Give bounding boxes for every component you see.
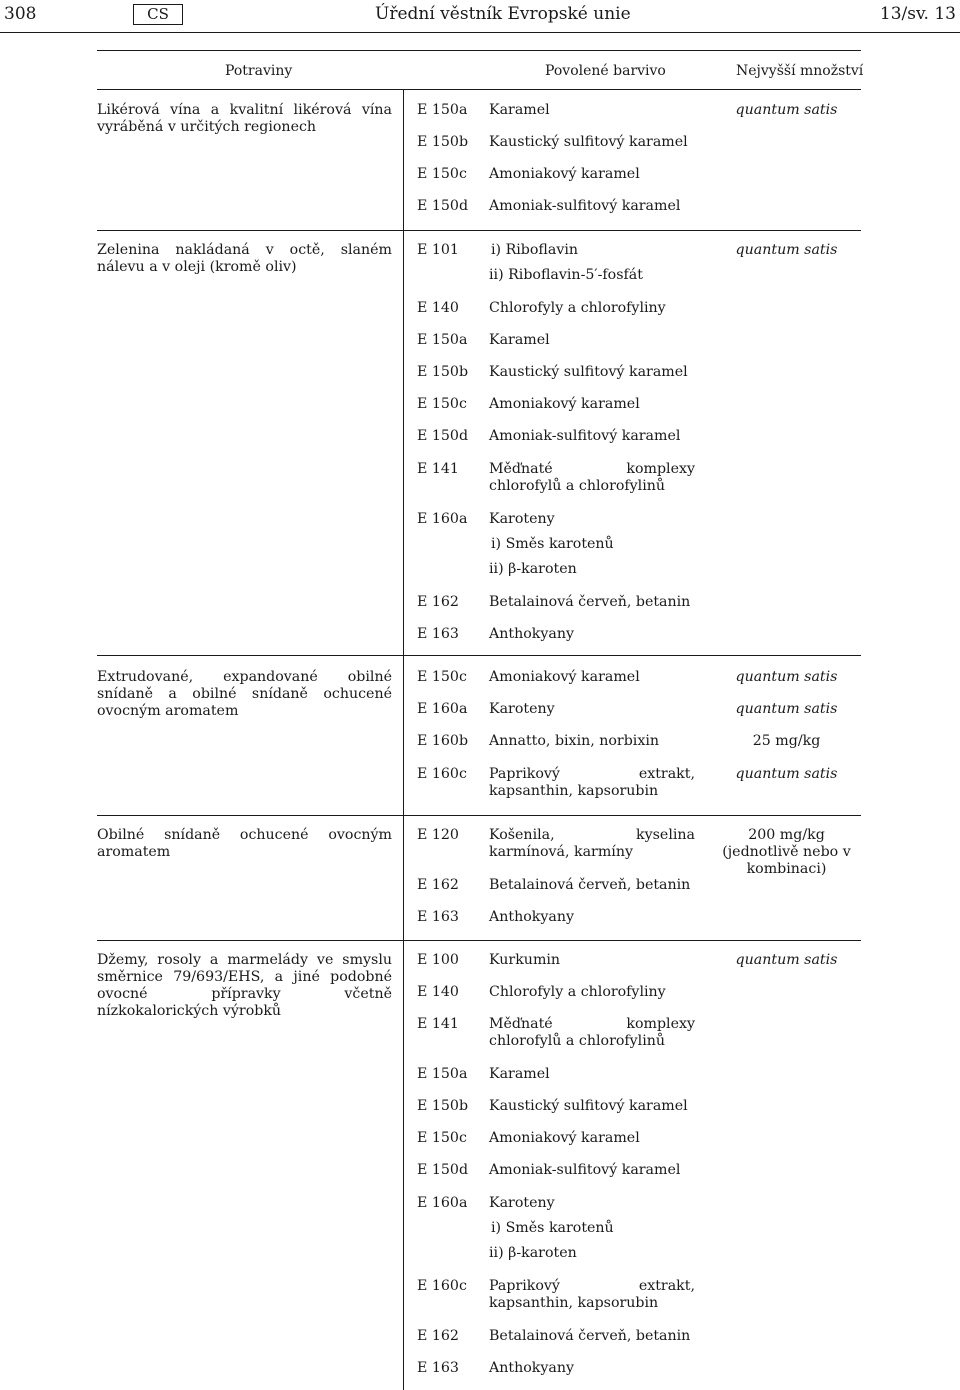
e-number: E 150a bbox=[417, 102, 468, 118]
e-number: E 163 bbox=[417, 909, 459, 925]
colour-name: Karoteny bbox=[489, 701, 555, 717]
colour-name: Chlorofyly a chlorofyliny bbox=[489, 300, 666, 316]
column-divider bbox=[403, 89, 404, 1390]
food-category: Zelenina nakládaná v octě, slaném nálevu a v oleji (kromě oliv) bbox=[97, 242, 392, 275]
e-number: E 150d bbox=[417, 1162, 469, 1178]
food-category: Džemy, rosoly a marmelády ve smyslu směrnice 79/693/EHS, a jiné podobné ovocné přípravky včetně nízkokalorických výrobků bbox=[97, 952, 392, 1019]
colour-name: Anthokyany bbox=[489, 626, 574, 642]
colour-subitem: ii) β-karoten bbox=[489, 561, 577, 577]
colour-name: Betalainová červeň, betanin bbox=[489, 594, 691, 610]
max-amount: 25 mg/kg bbox=[752, 733, 821, 749]
colour-name: Amoniak-sulfitový karamel bbox=[489, 428, 681, 444]
colour-subitem: i) Směs karotenů bbox=[491, 536, 614, 552]
e-number: E 160a bbox=[417, 701, 468, 717]
food-category: Obilné snídaně ochucené ovocným aromatem bbox=[97, 827, 392, 860]
colour-name: Amoniak-sulfitový karamel bbox=[489, 198, 681, 214]
colour-name: Amoniak-sulfitový karamel bbox=[489, 1162, 681, 1178]
e-number: E 150b bbox=[417, 134, 469, 150]
colour-name: Chlorofyly a chlorofyliny bbox=[489, 984, 666, 1000]
row-divider bbox=[97, 940, 861, 941]
colour-subitem: i) Riboflavin bbox=[491, 242, 579, 258]
e-number: E 160a bbox=[417, 1195, 468, 1211]
max-amount: quantum satis bbox=[735, 952, 838, 968]
e-number: E 162 bbox=[417, 594, 459, 610]
colour-name: Kurkumin bbox=[489, 952, 561, 968]
e-number: E 163 bbox=[417, 626, 459, 642]
e-number: E 150b bbox=[417, 1098, 469, 1114]
column-header-colour: Povolené barvivo bbox=[545, 63, 666, 79]
column-header-max: Nejvyšší množství bbox=[736, 63, 864, 79]
colour-name: Betalainová červeň, betanin bbox=[489, 1328, 691, 1344]
e-number: E 150d bbox=[417, 428, 469, 444]
max-amount: quantum satis bbox=[735, 242, 838, 258]
colour-name: Anthokyany bbox=[489, 1360, 574, 1376]
e-number: E 120 bbox=[417, 827, 459, 843]
e-number: E 141 bbox=[417, 461, 459, 477]
max-amount: quantum satis bbox=[735, 669, 838, 685]
e-number: E 150c bbox=[417, 1130, 467, 1146]
e-number: E 160b bbox=[417, 733, 469, 749]
max-amount: quantum satis bbox=[735, 766, 838, 782]
colour-name: Annatto, bixin, norbixin bbox=[489, 733, 660, 749]
colour-name: Kaustický sulfitový karamel bbox=[489, 364, 688, 380]
language-badge: CS bbox=[133, 4, 183, 25]
e-number: E 150a bbox=[417, 1066, 468, 1082]
journal-title: Úřední věstník Evropské unie bbox=[375, 4, 631, 24]
colour-name: Paprikový extrakt, kapsanthin, kapsorubin bbox=[489, 1278, 695, 1311]
max-amount: quantum satis bbox=[735, 102, 838, 118]
e-number: E 150d bbox=[417, 198, 469, 214]
table-top-rule bbox=[97, 50, 861, 51]
e-number: E 150a bbox=[417, 332, 468, 348]
colour-name: Měďnaté komplexy chlorofylů a chlorofylinů bbox=[489, 1016, 695, 1049]
issue-number: 13/sv. 13 bbox=[879, 4, 956, 24]
colour-name: Betalainová červeň, betanin bbox=[489, 877, 691, 893]
colour-name: Kaustický sulfitový karamel bbox=[489, 134, 688, 150]
colour-name: Karamel bbox=[489, 102, 550, 118]
row-divider bbox=[97, 655, 861, 656]
e-number: E 160c bbox=[417, 766, 467, 782]
e-number: E 160a bbox=[417, 511, 468, 527]
colour-name: Amoniakový karamel bbox=[489, 166, 640, 182]
e-number: E 150c bbox=[417, 166, 467, 182]
colour-name: Karoteny bbox=[489, 511, 555, 527]
row-divider bbox=[97, 815, 861, 816]
colour-subitem: i) Směs karotenů bbox=[491, 1220, 614, 1236]
e-number: E 140 bbox=[417, 300, 459, 316]
e-number: E 150c bbox=[417, 669, 467, 685]
max-amount: 200 mg/kg (jednotlivě nebo v kombinaci) bbox=[722, 827, 851, 877]
row-divider bbox=[97, 230, 861, 231]
colour-name: Anthokyany bbox=[489, 909, 574, 925]
colour-name: Amoniakový karamel bbox=[489, 669, 640, 685]
food-category: Likérová vína a kvalitní likérová vína vyráběná v určitých regionech bbox=[97, 102, 392, 135]
column-header-rule bbox=[97, 89, 861, 90]
e-number: E 100 bbox=[417, 952, 459, 968]
colour-subitem: ii) β-karoten bbox=[489, 1245, 577, 1261]
colour-name: Měďnaté komplexy chlorofylů a chlorofylinů bbox=[489, 461, 695, 494]
colour-name: Karamel bbox=[489, 332, 550, 348]
colour-subitem: ii) Riboflavin-5′-fosfát bbox=[489, 267, 643, 283]
e-number: E 150c bbox=[417, 396, 467, 412]
e-number: E 162 bbox=[417, 1328, 459, 1344]
colour-name: Kaustický sulfitový karamel bbox=[489, 1098, 688, 1114]
column-header-food: Potraviny bbox=[225, 63, 293, 79]
colour-name: Karamel bbox=[489, 1066, 550, 1082]
colour-name: Amoniakový karamel bbox=[489, 396, 640, 412]
e-number: E 160c bbox=[417, 1278, 467, 1294]
e-number: E 162 bbox=[417, 877, 459, 893]
e-number: E 150b bbox=[417, 364, 469, 380]
colour-name: Paprikový extrakt, kapsanthin, kapsorubin bbox=[489, 766, 695, 799]
food-category: Extrudované, expandované obilné snídaně a obilné snídaně ochucené ovocným aromatem bbox=[97, 669, 392, 719]
e-number: E 141 bbox=[417, 1016, 459, 1032]
page-number: 308 bbox=[4, 4, 37, 24]
e-number: E 140 bbox=[417, 984, 459, 1000]
header-rule bbox=[0, 32, 960, 33]
colour-name: Košenila, kyselina karmínová, karmíny bbox=[489, 827, 695, 860]
e-number: E 101 bbox=[417, 242, 459, 258]
colour-name: Amoniakový karamel bbox=[489, 1130, 640, 1146]
e-number: E 163 bbox=[417, 1360, 459, 1376]
max-amount: quantum satis bbox=[735, 701, 838, 717]
colour-name: Karoteny bbox=[489, 1195, 555, 1211]
page-header bbox=[0, 0, 960, 32]
